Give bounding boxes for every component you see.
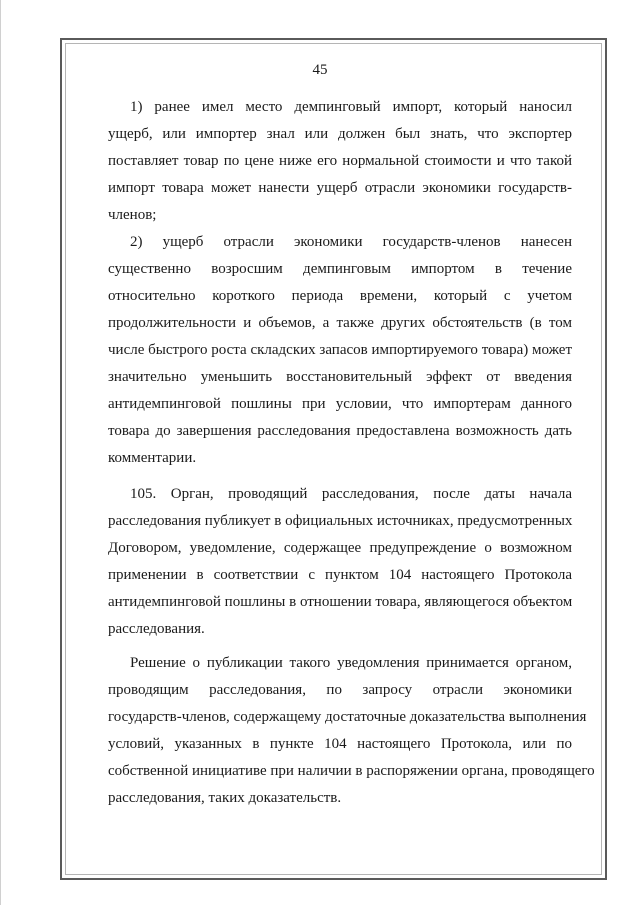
text-line: условий, указанных в пункте 104 настоящего Протокола, или по	[108, 736, 572, 752]
text-line: членов;	[108, 207, 157, 223]
text-line: ущерб, или импортер знал или должен был знать, что экспортер	[108, 126, 572, 142]
paragraph-item-1	[108, 94, 572, 229]
text-line: 105. Орган, проводящий расследования, после даты начала	[130, 486, 572, 502]
text-line: Договором, уведомление, содержащее предупреждение о возможном	[108, 540, 572, 556]
text-line: комментарии.	[108, 450, 197, 466]
text-line: собственной инициативе при наличии в распоряжении органа, проводящего	[108, 763, 595, 779]
scan-edge-line	[0, 0, 1, 905]
text-line: поставляет товар по цене ниже его нормальной стоимости и что такой	[108, 153, 572, 169]
text-line: Решение о публикации такого уведомления принимается органом,	[130, 655, 572, 671]
text-line: расследования публикует в официальных источниках, предусмотренных	[108, 513, 573, 529]
text-line: 2) ущерб отрасли экономики государств-членов нанесен	[130, 234, 572, 250]
text-line: государств-членов, содержащему достаточные доказательства выполнения	[108, 709, 587, 725]
text-line: расследования, таких доказательств.	[108, 790, 342, 806]
text-line: импорт товара может нанести ущерб отрасли экономики государств-	[108, 180, 572, 196]
text-line: антидемпинговой пошлины при условии, что импортерам данного	[108, 396, 572, 412]
text-line: товара до завершения расследования предоставлена возможность дать	[108, 423, 572, 439]
text-line: относительно короткого периода времени, который с учетом	[108, 288, 572, 304]
page-number: 45	[312, 62, 328, 78]
text-line: значительно уменьшить восстановительный эффект от введения	[108, 369, 572, 385]
paragraph-105	[108, 481, 572, 643]
text-line: расследования.	[108, 621, 205, 637]
text-line: существенно возросшим демпинговым импортом в течение	[108, 261, 572, 277]
text-line: продолжительности и объемов, а также других обстоятельств (в том	[108, 315, 572, 331]
paragraph-decision	[108, 650, 595, 812]
paragraph-item-2	[108, 229, 572, 472]
text-line: антидемпинговой пошлины в отношении товара, являющегося объектом	[108, 594, 573, 610]
text-line: 1) ранее имел место демпинговый импорт, который наносил	[130, 99, 572, 115]
text-line: числе быстрого роста складских запасов импортируемого товара) может	[108, 342, 572, 358]
text-line: проводящим расследования, по запросу отрасли экономики	[108, 682, 572, 698]
text-line: применении в соответствии с пунктом 104 настоящего Протокола	[108, 567, 572, 583]
